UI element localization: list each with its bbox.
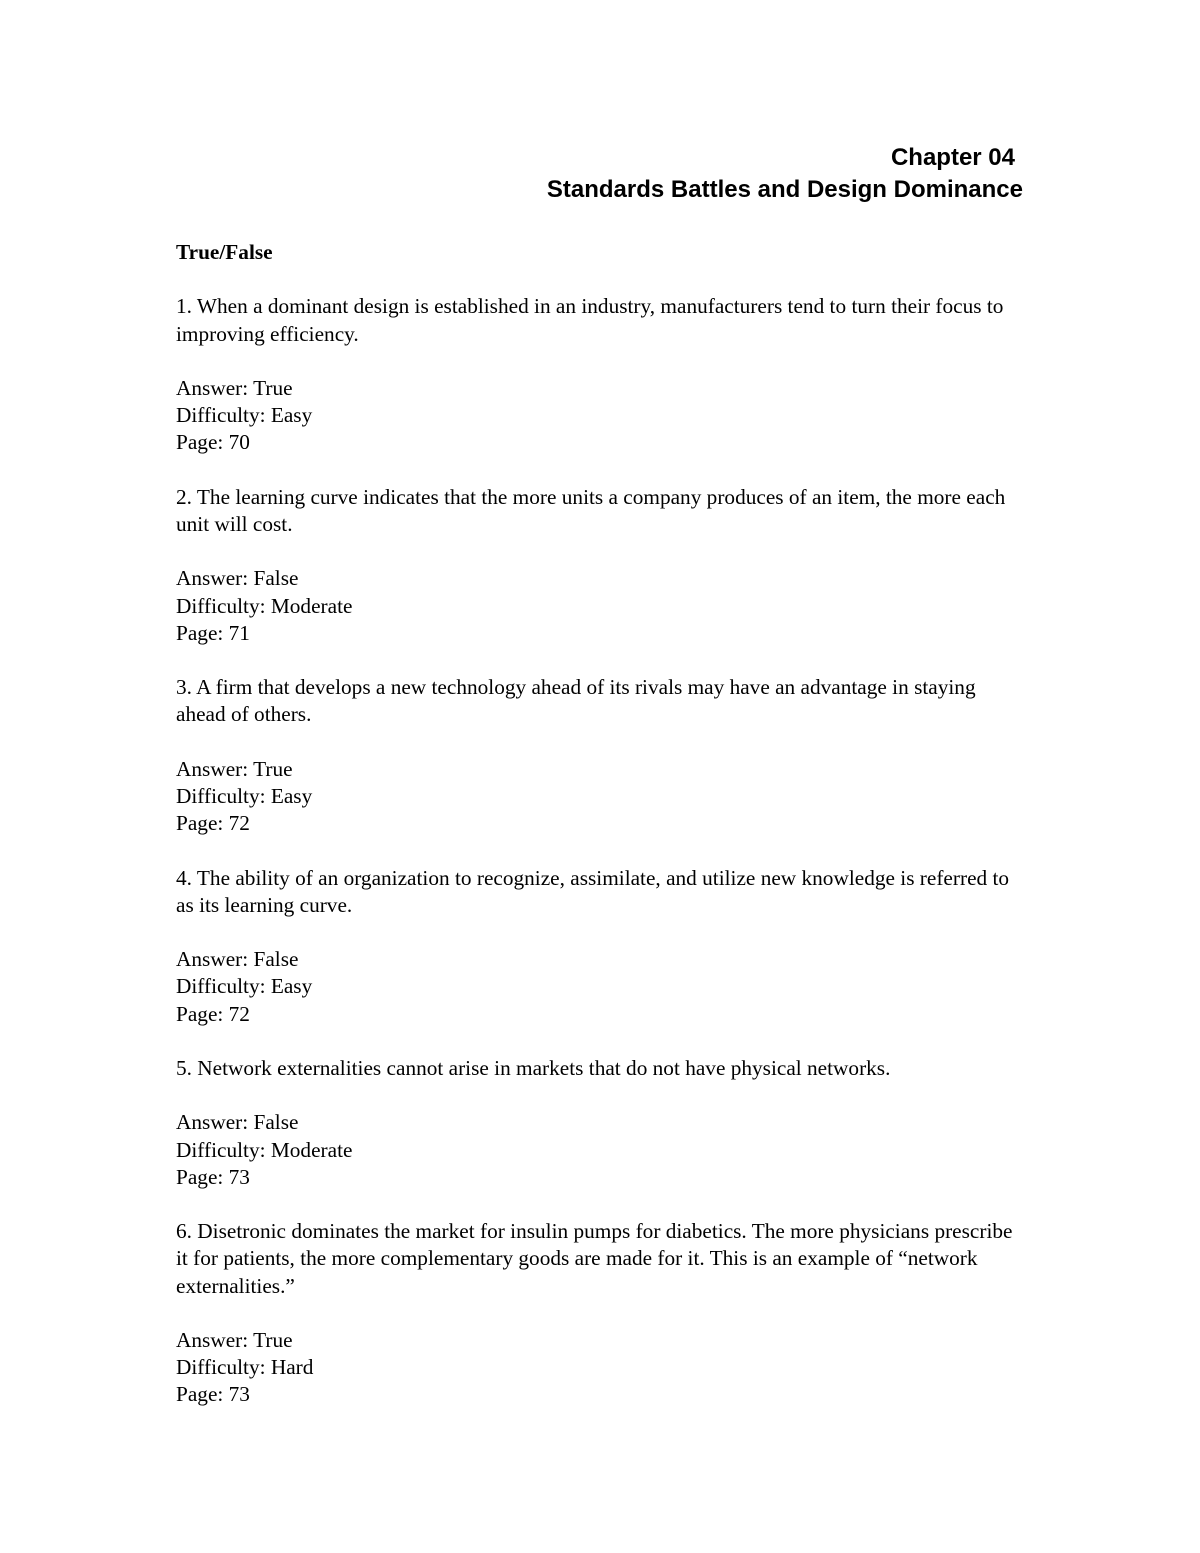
- page-line: Page: 72: [176, 811, 250, 836]
- answer-line: Answer: False: [176, 1110, 299, 1135]
- question-2: [176, 484, 1026, 647]
- answer-line: Answer: False: [176, 947, 299, 972]
- question-text: 2. The learning curve indicates that the more units a company produces of an item, the more each unit will cost.: [176, 484, 1006, 536]
- question-text: 3. A firm that develops a new technology ahead of its rivals may have an advantage in staying ahead of others.: [176, 675, 976, 727]
- page-line: Page: 73: [176, 1382, 250, 1407]
- answer-line: Answer: True: [176, 375, 293, 400]
- question-text: 1. When a dominant design is established in an industry, manufacturers tend to turn their focus to improving efficiency.: [176, 294, 1004, 346]
- question-4: [176, 865, 1026, 1028]
- page-line: Page: 70: [176, 430, 250, 455]
- question-5: [176, 1055, 1026, 1191]
- page-line: Page: 72: [176, 1001, 250, 1026]
- difficulty-line: Difficulty: Easy: [176, 974, 313, 999]
- question-3: [176, 674, 1026, 837]
- difficulty-line: Difficulty: Moderate: [176, 1137, 353, 1162]
- page-line: Page: 73: [176, 1164, 250, 1189]
- answer-line: Answer: True: [176, 756, 293, 781]
- difficulty-line: Difficulty: Easy: [176, 403, 313, 428]
- difficulty-line: Difficulty: Hard: [176, 1355, 314, 1380]
- document-body: [176, 239, 1026, 1436]
- chapter-title: Standards Battles and Design Dominance: [546, 176, 1023, 203]
- difficulty-line: Difficulty: Moderate: [176, 593, 353, 618]
- question-text: 6. Disetronic dominates the market for insulin pumps for diabetics. The more physicians prescribe it for patients, the more complementary goods are made for it. This is an example of “network externalities.”: [176, 1219, 1013, 1298]
- question-1: [176, 293, 1026, 456]
- difficulty-line: Difficulty: Easy: [176, 783, 313, 808]
- question-6: [176, 1218, 1026, 1408]
- chapter-header: [547, 142, 1023, 206]
- question-text: 5. Network externalities cannot arise in markets that do not have physical networks.: [176, 1055, 891, 1080]
- page-line: Page: 71: [176, 620, 250, 645]
- answer-line: Answer: True: [176, 1327, 293, 1352]
- section-title: True/False: [176, 240, 273, 264]
- question-text: 4. The ability of an organization to recognize, assimilate, and utilize new knowledge is referred to as its learning curve.: [176, 865, 1010, 917]
- chapter-number: Chapter 04: [890, 144, 1015, 171]
- answer-line: Answer: False: [176, 566, 299, 591]
